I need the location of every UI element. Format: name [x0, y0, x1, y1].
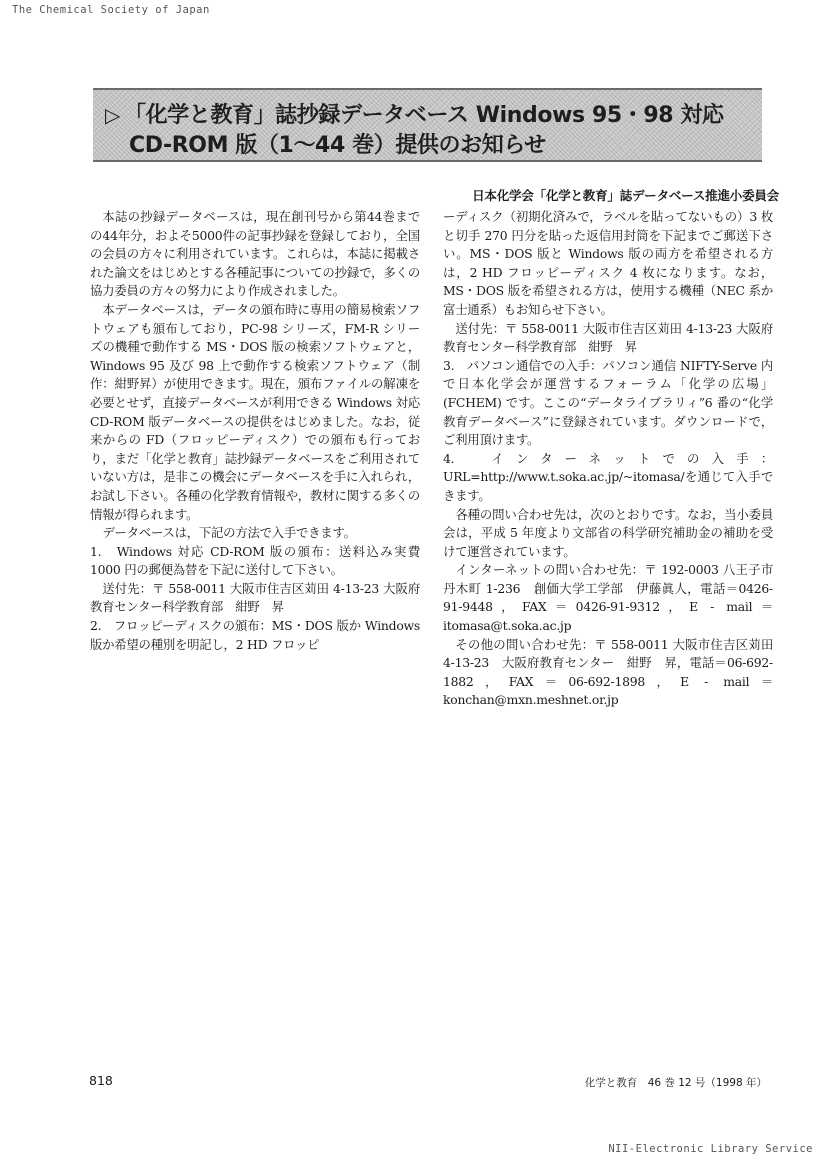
paragraph: 送付先：〒 558-0011 大阪市住吉区苅田 4-13-23 大阪府教育センター科学教育部 紺野 昇 — [443, 320, 773, 355]
journal-citation: 化学と教育 46 巻 12 号（1998 年） — [584, 1077, 767, 1089]
right-column — [443, 208, 773, 710]
paragraph: 2. フロッピーディスクの頒布：MS・DOS 版か Windows 版か希望の種別を明記し，2 HD フロッピ — [90, 618, 420, 652]
page-number: 818 — [89, 1073, 113, 1088]
title-line-1-text: 「化学と教育」誌抄録データベース Windows 95・98 対応 — [123, 103, 724, 128]
article-title-banner — [93, 88, 762, 162]
society-header: The Chemical Society of Japan — [12, 4, 210, 16]
library-footer: NII-Electronic Library Service — [608, 1143, 813, 1155]
paragraph: 送付先：〒 558-0011 大阪市住吉区苅田 4-13-23 大阪府教育センター科学教育部 紺野 昇 — [90, 580, 420, 615]
paragraph: 本誌の抄録データベースは，現在創刊号から第44巻までの44年分，およそ5000件の記事抄録を登録しており，全国の会員の方々に利用されています。これらは，本誌に掲載された論文をはじめとする各種記事についての抄録で，多くの協力委員の方々の努力により作成されました。 — [90, 209, 420, 299]
paragraph: 1. Windows 対応 CD-ROM 版の頒布：送料込み実費 1000 円の郵便為替を下記に送付して下さい。 — [90, 543, 420, 578]
title-line-2: CD-ROM 版（1～44 巻）提供のお知らせ — [129, 133, 546, 158]
paragraph: 本データベースは，データの頒布時に専用の簡易検索ソフトウェアも頒布しており，PC-98 シリーズ，FM-R シリーズの機種で動作する MS・DOS 版の検索ソフトウェアと，Windows 95 及び 98 上で動作する検索ソフトウェア（制作：紺野昇）が使用できます。現在，頒布ファイルの解凍を必要とせず，直接データベースが利用できる Windows 対応 CD-ROM 版データベースの提供をはじめました。なお，従来からの FD（フロッピーディスク）での頒布も行っており，まだ「化学と教育」誌抄録データベースをご利用されていない方は，是非この機会にデータベースを手に入れられ，お試し下さい。各種の化学教育情報や，教材に関する多くの情報が得られます。 — [90, 301, 420, 522]
paragraph: 4. インターネットでの入手：URL=http://www.t.soka.ac.jp/~itomasa/を通じて入手できます。 — [443, 450, 773, 503]
play-triangle-icon: ▷ — [105, 103, 120, 127]
paragraph: データベースは，下記の方法で入手できます。 — [102, 525, 356, 541]
paragraph: 各種の問い合わせ先は，次のとおりです。なお，当小委員会は，平成 5 年度より文部省の科学研究補助金の補助を受けて運営されています。 — [443, 506, 773, 559]
paragraph: 3. パソコン通信での入手：パソコン通信 NIFTY-Serve 内で日本化学会が運営するフォーラム「化学の広場」(FCHEM) です。ここの“データライブラリィ”6 番の“化学教育データベース”に登録されています。ダウンロードで，ご利用頂けます。 — [443, 357, 773, 448]
paragraph: その他の問い合わせ先：〒 558-0011 大阪市住吉区苅田 4-13-23 大阪府教育センター 紺野 昇，電話＝06-692-1882，FAX＝06-692-1898，E - mail＝konchan@mxn.meshnet.or.jp — [443, 636, 773, 708]
paragraph: インターネットの問い合わせ先：〒 192-0003 八王子市丹木町 1-236 創価大学工学部 伊藤眞人，電話＝0426-91-9448，FAX＝0426-91-9312，E - mail＝itomasa@t.soka.ac.jp — [443, 562, 773, 634]
author-committee: 日本化学会「化学と教育」誌データベース推進小委員会 — [472, 188, 779, 203]
left-column — [90, 208, 420, 654]
paragraph: ーディスク（初期化済みで，ラベルを貼ってないもの）3 枚と切手 270 円分を貼った返信用封筒を下記までご郵送下さい。MS・DOS 版と Windows 版の両方を希望される方は，2 HD フロッピーディスク 4 枚になります。なお，MS・DOS 版を希望される方は，使用する機種（NEC 系か富士通系）もお知らせ下さい。 — [443, 209, 773, 317]
title-line-1 — [105, 98, 724, 129]
